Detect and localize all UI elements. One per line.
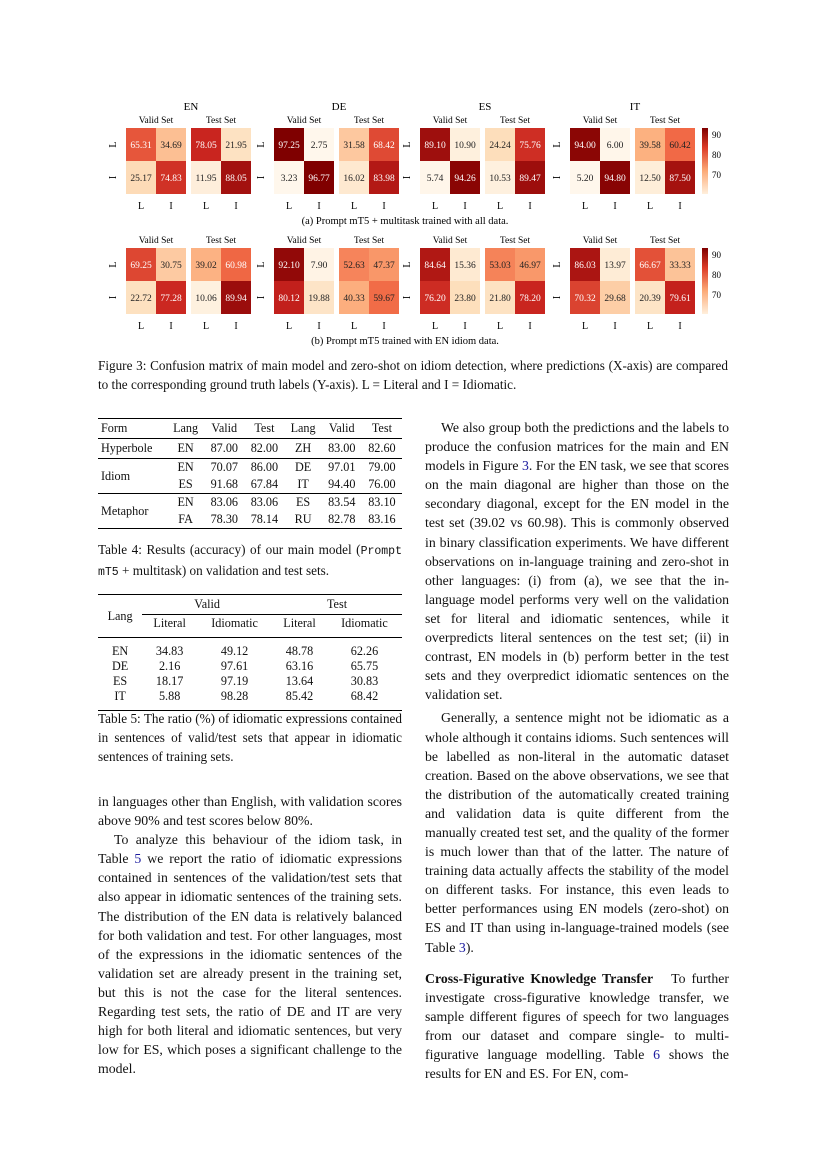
set-label: Test Set	[205, 116, 237, 126]
table-cell: 97.61	[220, 659, 249, 673]
y-tick-label: I	[402, 175, 413, 180]
y-tick-label: I	[552, 175, 563, 180]
x-tick-label: I	[528, 201, 532, 212]
text: We also group both the predictions and the labels to produce the confusion matrices for the main and EN models in Figure	[425, 420, 729, 474]
set-label: Valid Set	[432, 116, 468, 126]
table-cell: 2.16	[158, 659, 181, 673]
column-header: Lang	[284, 419, 321, 439]
table-cell: ZH	[284, 439, 321, 459]
cell-value-label: 19.88	[308, 294, 330, 304]
cell-value-label: 68.42	[373, 141, 395, 151]
x-tick-label: I	[528, 321, 532, 332]
table-cell: 65.75	[350, 659, 379, 673]
table-cell: 78.30	[204, 511, 244, 529]
colorbar	[702, 248, 708, 314]
table-5	[98, 594, 402, 711]
cell-value-label: 79.61	[669, 294, 691, 304]
form-cell: Hyperbole	[98, 439, 167, 459]
cell-value-label: 53.03	[489, 261, 511, 271]
figure-3-caption: Figure 3: Confusion matrix of main model and zero-shot on idiom detection, where predictions (X-axis) are compared to the corresponding ground truth labels (Y-axis). L = Literal and I = Idiomatic.	[98, 358, 728, 392]
cell-value-label: 60.98	[225, 261, 247, 271]
cell-value-label: 59.67	[373, 294, 395, 304]
cell-value-label: 77.28	[160, 294, 182, 304]
table-cell: 98.28	[197, 689, 272, 711]
y-tick-label: L	[256, 141, 267, 148]
panel-language-label: IT	[629, 101, 641, 113]
x-tick-label: I	[463, 321, 467, 332]
paragraph: in languages other than English, with validation scores above 90% and test scores below 80%.	[98, 794, 402, 829]
text: shows the results for EN and ES. For EN, com-	[425, 1047, 729, 1082]
cell-value-label: 75.76	[519, 141, 541, 151]
cell-value-label: 65.31	[130, 141, 152, 151]
x-tick-label: I	[613, 201, 617, 212]
column-header: Lang	[98, 595, 142, 638]
table-cell: 83.00	[322, 439, 362, 459]
table-cell: 85.42	[272, 689, 327, 711]
table-cell: 97.19	[220, 674, 249, 688]
table-cell: 30.83	[350, 674, 379, 688]
cell-value-label: 83.98	[373, 174, 395, 184]
cell-value-label: 34.69	[160, 141, 182, 151]
panel-language-label: DE	[331, 101, 347, 113]
set-label: Test Set	[649, 236, 681, 246]
cell-value-label: 89.47	[519, 174, 541, 184]
panel-language-label: EN	[183, 101, 199, 113]
y-tick-label: L	[402, 261, 413, 268]
column-group-header: Test	[272, 595, 402, 615]
column-header: Idiomatic	[327, 615, 402, 638]
x-tick-label: L	[285, 321, 293, 332]
table-cell: DE	[111, 659, 129, 673]
x-tick-label: I	[317, 201, 321, 212]
x-tick-label: L	[646, 201, 654, 212]
cell-value-label: 69.25	[130, 261, 152, 271]
column-header: Valid	[322, 419, 362, 439]
table-cell: 97.01	[328, 460, 356, 474]
x-tick-label: L	[350, 321, 358, 332]
table-cell: 91.68	[204, 476, 244, 494]
cell-value-label: 6.00	[606, 141, 624, 151]
colorbar-tick-label: 90	[712, 130, 721, 140]
cell-value-label: 21.80	[489, 294, 511, 304]
table-ref-link[interactable]: 5	[134, 851, 142, 867]
subfigure-caption: (a) Prompt mT5 + multitask trained with all data.	[301, 216, 509, 227]
table-cell: FA	[167, 511, 204, 529]
x-tick-label: I	[678, 321, 682, 332]
table-row	[98, 689, 402, 711]
table-cell: 82.60	[362, 439, 402, 459]
set-label: Test Set	[499, 116, 531, 126]
colorbar-tick-label: 90	[712, 250, 721, 260]
set-label: Test Set	[353, 236, 385, 246]
cell-value-label: 46.97	[519, 261, 541, 271]
cell-value-label: 89.94	[225, 294, 247, 304]
x-tick-label: I	[613, 321, 617, 332]
caption-code: Prompt mT5	[98, 545, 402, 579]
paragraph	[425, 708, 729, 956]
y-tick-label: I	[108, 175, 119, 180]
cell-value-label: 15.36	[454, 261, 476, 271]
table-cell: 48.78	[285, 644, 314, 658]
column-group-header: Valid	[142, 595, 272, 615]
x-tick-label: L	[581, 201, 589, 212]
table-cell: 87.00	[204, 439, 244, 459]
table-4-caption	[98, 540, 402, 582]
column-header: Valid	[204, 419, 244, 439]
table-cell: 63.16	[285, 659, 314, 673]
y-tick-label: L	[256, 261, 267, 268]
table-cell: EN	[177, 495, 194, 509]
set-label: Valid Set	[138, 236, 174, 246]
cell-value-label: 10.06	[195, 294, 217, 304]
x-tick-label: I	[678, 201, 682, 212]
cell-value-label: 10.90	[454, 141, 476, 151]
cell-value-label: 39.58	[639, 141, 661, 151]
table-subheader-row	[98, 615, 402, 638]
table-header-row	[98, 419, 402, 439]
table-header-row	[98, 595, 402, 615]
cell-value-label: 7.90	[310, 261, 328, 271]
table-cell: 83.06	[210, 495, 238, 509]
y-tick-label: I	[256, 295, 267, 300]
cell-value-label: 66.67	[639, 261, 661, 271]
cell-value-label: 22.72	[130, 294, 152, 304]
cell-value-label: 94.80	[604, 174, 626, 184]
cell-value-label: 10.53	[489, 174, 511, 184]
cell-value-label: 20.39	[639, 294, 661, 304]
cell-value-label: 97.25	[278, 141, 300, 151]
table-cell: EN	[167, 439, 204, 459]
table-cell: EN	[111, 644, 129, 658]
cell-value-label: 21.95	[225, 141, 247, 151]
x-tick-label: L	[581, 321, 589, 332]
table-ref-link[interactable]: 3	[458, 939, 466, 955]
cell-value-label: 2.75	[310, 141, 328, 151]
cell-value-label: 94.26	[454, 174, 476, 184]
cell-value-label: 78.20	[519, 294, 541, 304]
text: Generally, a sentence might not be idiomatic as a whole although it contains idioms. Such sentences will be labelled as non-literal in the automatic dataset creation. Based on the above observations, we see that the distribution of the automatically created training and validation data is quite different from the manually created test set, and the quality of the former is much lower than that of the latter. The nature of training data actually affects the stability of the model on different tasks. For instance, this even leads to better performances using EN models (zero-shot) on ES and IT than using in-language-trained models (see Table	[425, 710, 729, 955]
cell-value-label: 76.20	[424, 294, 446, 304]
x-tick-label: L	[137, 201, 145, 212]
colorbar-tick-label: 80	[712, 270, 721, 280]
table-row	[98, 459, 402, 477]
cell-value-label: 88.05	[225, 174, 247, 184]
y-tick-label: L	[402, 141, 413, 148]
table-cell: 83.54	[328, 495, 356, 509]
figure-3-heatmaps	[0, 0, 827, 347]
column-header: Literal	[142, 615, 197, 638]
table-cell: ES	[167, 476, 204, 494]
cell-value-label: 74.83	[160, 174, 182, 184]
x-tick-label: I	[234, 201, 238, 212]
table-cell: 78.14	[244, 511, 284, 529]
cell-value-label: 16.02	[343, 174, 365, 184]
table-row	[98, 659, 402, 674]
section-heading: Cross-Figurative Knowledge Transfer	[425, 970, 654, 986]
table-cell: 82.78	[322, 511, 362, 529]
cell-value-label: 25.17	[130, 174, 152, 184]
table-cell: DE	[294, 460, 312, 474]
set-label: Valid Set	[432, 236, 468, 246]
set-label: Test Set	[499, 236, 531, 246]
y-tick-label: L	[108, 261, 119, 268]
paragraph	[425, 418, 729, 704]
text: ).	[465, 939, 474, 955]
table-cell: RU	[284, 511, 321, 529]
text: . For the EN task, we see that scores on the main diagonal are higher than those on the secondary diagonal, except for the EN model in the test set (39.02 vs 60.98). This is commonly observed in binary classification experiments. We have different observations on in-language training and zero-shot in other languages: (i) from (a), we see that the in-language model performs very well on the validation set for literal and idiomatic sentences, while it overpredicts literal sentences on the test set; (ii) in contrast, EN models in (b) perform better in the test sets and they overpredict idiomatic sentences on the validation set.	[425, 458, 729, 703]
x-tick-label: L	[646, 321, 654, 332]
column-header: Literal	[272, 615, 327, 638]
cell-value-label: 11.95	[195, 174, 217, 184]
cell-value-label: 24.24	[489, 141, 511, 151]
y-tick-label: I	[256, 175, 267, 180]
column-header: Test	[244, 419, 284, 439]
table-cell: 18.17	[155, 674, 184, 688]
table-cell: IT	[284, 476, 321, 494]
paragraph	[425, 969, 729, 1084]
set-label: Test Set	[205, 236, 237, 246]
x-tick-label: I	[382, 201, 386, 212]
table-cell: 49.12	[220, 644, 249, 658]
y-tick-label: L	[552, 261, 563, 268]
x-tick-label: L	[285, 201, 293, 212]
x-tick-label: L	[137, 321, 145, 332]
cell-value-label: 13.97	[604, 261, 626, 271]
table-cell: IT	[98, 689, 142, 711]
x-tick-label: L	[202, 321, 210, 332]
cell-value-label: 80.12	[278, 294, 300, 304]
cell-value-label: 84.64	[424, 261, 446, 271]
x-tick-label: I	[317, 321, 321, 332]
cell-value-label: 3.23	[280, 174, 298, 184]
cell-value-label: 47.37	[373, 261, 395, 271]
cell-value-label: 5.74	[426, 174, 444, 184]
table-4	[98, 418, 402, 529]
table-cell: 62.26	[350, 644, 379, 658]
colorbar	[702, 128, 708, 194]
column-header: Form	[98, 419, 167, 439]
table-row	[98, 494, 402, 512]
set-label: Valid Set	[582, 236, 618, 246]
panel-language-label: ES	[478, 101, 492, 113]
table-cell: 83.06	[250, 495, 279, 509]
table-cell: 94.40	[322, 476, 362, 494]
cell-value-label: 33.33	[669, 261, 691, 271]
caption-text-end: + multitask) on validation and test sets.	[118, 563, 330, 578]
caption-text: Table 4: Results (accuracy) of our main model (	[98, 542, 361, 557]
x-tick-label: I	[169, 321, 173, 332]
y-tick-label: I	[402, 295, 413, 300]
x-tick-label: L	[202, 201, 210, 212]
cell-value-label: 5.20	[576, 174, 594, 184]
table-cell: 34.83	[155, 644, 184, 658]
subfigure-caption: (b) Prompt mT5 trained with EN idiom data.	[311, 336, 499, 347]
y-tick-label: L	[108, 141, 119, 148]
cell-value-label: 89.10	[424, 141, 446, 151]
table-cell: ES	[112, 674, 128, 688]
cell-value-label: 29.68	[604, 294, 626, 304]
paragraph	[98, 830, 402, 1078]
cell-value-label: 23.80	[454, 294, 476, 304]
left-column-text	[98, 792, 402, 1078]
table-ref-link[interactable]: 6	[653, 1047, 661, 1062]
x-tick-label: L	[496, 201, 504, 212]
cell-value-label: 92.10	[278, 261, 300, 271]
x-tick-label: L	[431, 321, 439, 332]
cell-value-label: 30.75	[160, 261, 182, 271]
cell-value-label: 39.02	[195, 261, 217, 271]
x-tick-label: I	[234, 321, 238, 332]
table-cell: 83.10	[368, 495, 396, 509]
cell-value-label: 40.33	[343, 294, 365, 304]
set-label: Valid Set	[582, 116, 618, 126]
text: we report the ratio of idiomatic expressions contained in sentences of the validation/test sets that also appear in idiomatic sentences of the training sets. The distribution of the EN data is relatively balanced for both validation and test. For other languages, most of the expressions in the idiomatic sentences of the validation set are already present in the training set, but this is not the case for the literal sentences. Regarding test sets, the ratio of DE and IT are very high for both literal and idiomatic sentences, but very low for ES, which poses a significant challenge to the model.	[98, 851, 402, 1077]
x-tick-label: L	[496, 321, 504, 332]
text: To further investigate cross-figurative knowledge transfer, we sample different figures of speech for two languages from our dataset and compare single- to multi-figurative language modelling. Table	[425, 970, 730, 1062]
column-header: Lang	[167, 419, 204, 439]
set-label: Valid Set	[286, 236, 322, 246]
form-cell: Metaphor	[98, 494, 167, 529]
cell-value-label: 96.77	[308, 174, 330, 184]
table-cell: 86.00	[250, 460, 279, 474]
colorbar-tick-label: 70	[712, 290, 721, 300]
x-tick-label: I	[463, 201, 467, 212]
table-row	[98, 638, 402, 660]
table-cell: 82.00	[244, 439, 284, 459]
y-tick-label: I	[108, 295, 119, 300]
y-tick-label: L	[552, 141, 563, 148]
column-header: Idiomatic	[197, 615, 272, 638]
colorbar-tick-label: 70	[712, 170, 721, 180]
cell-value-label: 70.32	[574, 294, 596, 304]
x-tick-label: L	[350, 201, 358, 212]
x-tick-label: I	[169, 201, 173, 212]
table-cell: 70.07	[210, 460, 238, 474]
cell-value-label: 94.00	[574, 141, 596, 151]
cell-value-label: 60.42	[669, 141, 691, 151]
table-cell: EN	[177, 460, 194, 474]
set-label: Test Set	[353, 116, 385, 126]
right-column-text	[425, 418, 729, 1083]
table-row	[98, 674, 402, 689]
cell-value-label: 12.50	[639, 174, 661, 184]
form-cell: Idiom	[98, 459, 167, 494]
cell-value-label: 31.58	[343, 141, 365, 151]
table-cell: 76.00	[362, 476, 402, 494]
cell-value-label: 86.03	[574, 261, 596, 271]
table-cell: 79.00	[368, 460, 396, 474]
table-cell: 5.88	[142, 689, 197, 711]
cell-value-label: 52.63	[343, 261, 365, 271]
set-label: Valid Set	[286, 116, 322, 126]
figure-ref-link[interactable]: 3	[522, 458, 529, 474]
table-cell: 68.42	[327, 689, 402, 711]
colorbar-tick-label: 80	[712, 150, 721, 160]
cell-value-label: 87.50	[669, 174, 691, 184]
set-label: Valid Set	[138, 116, 174, 126]
table-row	[98, 439, 402, 459]
table-cell: ES	[295, 495, 311, 509]
x-tick-label: L	[431, 201, 439, 212]
y-tick-label: I	[552, 295, 563, 300]
x-tick-label: I	[382, 321, 386, 332]
cell-value-label: 78.05	[195, 141, 217, 151]
table-cell: 83.16	[362, 511, 402, 529]
text: To analyze this behaviour of the idiom task, in Table	[98, 832, 402, 867]
table-cell: 13.64	[285, 674, 314, 688]
table-cell: 67.84	[244, 476, 284, 494]
column-header: Test	[362, 419, 402, 439]
table-5-caption: Table 5: The ratio (%) of idiomatic expressions contained in sentences of valid/test sets that appear in idiomatic sentences of training sets.	[98, 711, 402, 764]
set-label: Test Set	[649, 116, 681, 126]
